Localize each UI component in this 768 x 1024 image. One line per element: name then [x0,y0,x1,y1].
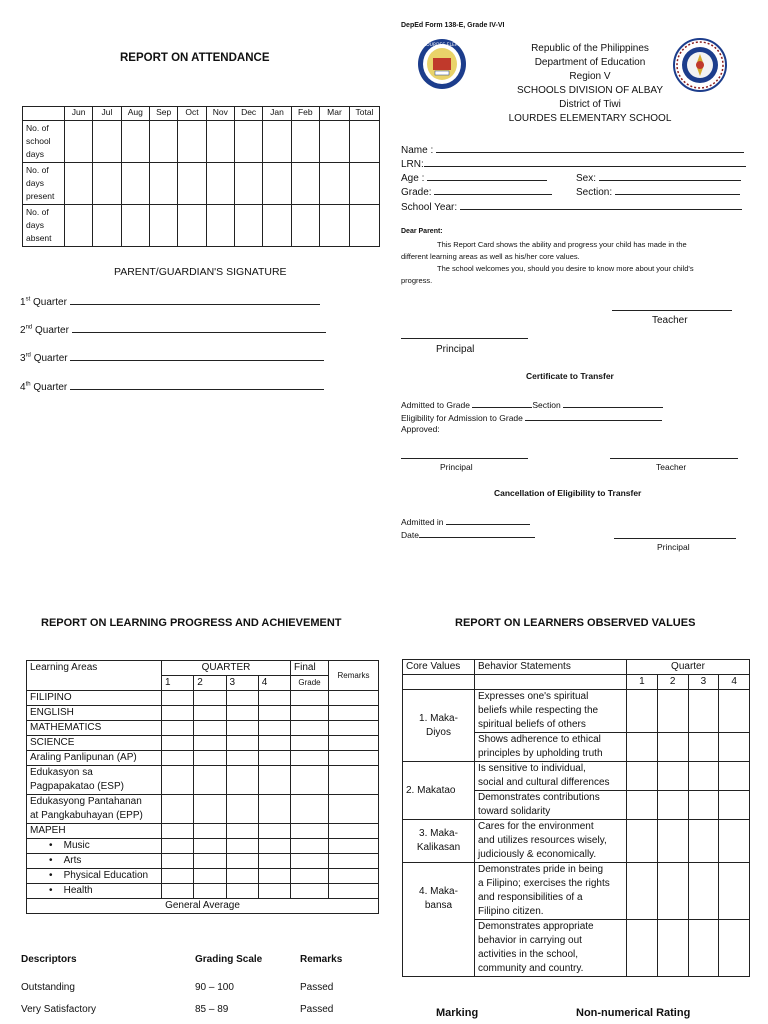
subject-label: FILIPINO [27,691,162,706]
subject-label: • Arts [27,854,162,869]
table-row [23,205,380,247]
teacher-label: Teacher [652,315,688,326]
attendance-table [22,106,380,247]
salutation: Dear Parent: [401,228,443,235]
principal-signature-line[interactable] [401,338,528,339]
signature-line-q3[interactable]: 3rd Quarter [20,351,324,364]
table-row [403,762,750,791]
core-value-label: 4. Maka- bansa [403,863,475,977]
attendance-title: REPORT ON ATTENDANCE [120,52,270,64]
table-row [27,795,379,824]
letter-body: This Report Card shows the ability and progress your child has made in the different learning areas as well as his/her core values. The school welcomes you, should you desire to know more about your child's progress. [401,240,694,285]
quarter-number: 2 [657,675,688,690]
subject-label: ENGLISH [27,706,162,721]
core-values-header: Core Values [403,660,475,675]
table-row [403,863,750,920]
signature-line-q4[interactable]: 4th Quarter [20,380,324,393]
learning-progress-title: REPORT ON LEARNING PROGRESS AND ACHIEVEMENT [41,617,342,629]
quarter-number: 3 [688,675,719,690]
cert-principal-label: Principal [440,462,473,472]
subject-label: • Music [27,839,162,854]
cancel-principal-line[interactable] [614,538,736,539]
quarter-number: 1 [162,676,194,691]
table-row [23,121,380,163]
subject-label: • Health [27,884,162,899]
school-header [470,42,710,126]
signature-line-q1[interactable]: 1st Quarter [20,295,320,308]
descriptor-row: Passed [300,1004,334,1015]
behavior-statement: Cares for the environment and utilizes resources wisely, judiciously & economically. [475,820,627,863]
row-label: No. of school days [23,121,65,163]
division-line: SCHOOLS DIVISION OF ALBAY [517,85,663,96]
grade-field[interactable]: Grade: [401,185,552,198]
behavior-statement: Demonstrates contributions toward solidarity [475,791,627,820]
behavior-statement: Is sensitive to individual, social and cultural differences [475,762,627,791]
total-header: Total [350,107,380,121]
behavior-statement: Expresses one's spiritual beliefs while respecting the spiritual beliefs of others [475,690,627,733]
seal-lettering: LOURDES ELEM. [423,43,461,48]
month-header: Sep [149,107,177,121]
values-quarter-header: Quarter [627,660,750,675]
month-header: Jun [65,107,93,121]
month-header: Nov [206,107,234,121]
behavior-statement: Shows adherence to ethical principles by upholding truth [475,733,627,762]
descriptor-row: Passed [300,982,334,993]
table-row [403,690,750,733]
table-row [27,884,379,899]
eligibility-field[interactable]: Eligibility for Admission to Grade [401,411,662,423]
cert-principal-line[interactable] [401,458,528,459]
row-label: No. of days present [23,163,65,205]
month-header: Mar [320,107,350,121]
district-line: District of Tiwi [559,99,621,110]
signature-title: PARENT/GUARDIAN'S SIGNATURE [114,266,287,278]
cert-teacher-label: Teacher [656,462,687,472]
quarter-number: 4 [258,676,290,691]
descriptor-row: Outstanding [21,982,75,993]
subject-label: Araling Panlipunan (AP) [27,751,162,766]
department-line: Department of Education [534,57,646,68]
date-field[interactable]: Date [401,528,535,540]
subject-label: • Physical Education [27,869,162,884]
school-line: LOURDES ELEMENTARY SCHOOL [508,113,672,124]
table-row [27,736,379,751]
core-value-label: 2. Makatao [403,762,475,820]
month-header: Dec [234,107,262,121]
grading-scale-header: Grading Scale [195,954,263,965]
admitted-grade-field[interactable]: Admitted to Grade Section [401,398,663,410]
attendance-corner-cell [23,107,65,121]
grade-header: Grade [291,676,329,691]
republic-line: Republic of the Philippines [531,43,649,54]
table-row [27,766,379,795]
month-header: Oct [178,107,206,121]
marking-header: Marking [436,1007,479,1019]
lrn-field[interactable]: LRN: [401,157,746,170]
signature-line-q2[interactable]: 2nd Quarter [20,323,326,336]
subject-label: Edukasyon sa Pagpapakatao (ESP) [27,766,162,795]
descriptor-row: Very Satisfactory [21,1004,97,1015]
remarks-header: Remarks [329,661,379,691]
month-header: Jul [93,107,121,121]
month-header: Jan [263,107,291,121]
core-value-label: 1. Maka- Diyos [403,690,475,762]
approved-label: Approved: [401,424,440,434]
non-numerical-rating-header: Non-numerical Rating [576,1007,691,1019]
subject-label: MATHEMATICS [27,721,162,736]
table-row [27,869,379,884]
month-header: Feb [291,107,319,121]
table-row [27,854,379,869]
admitted-in-field[interactable]: Admitted in [401,515,530,527]
certificate-title: Certificate to Transfer [526,371,614,381]
quarter-header: QUARTER [162,661,291,676]
descriptor-row: 85 – 89 [195,1004,229,1015]
behavior-header: Behavior Statements [475,660,627,675]
core-value-label: 3. Maka- Kalikasan [403,820,475,863]
month-header: Aug [121,107,149,121]
table-row [27,706,379,721]
table-row [23,163,380,205]
table-row [27,751,379,766]
form-code: DepEd Form 138-E, Grade IV-VI [401,22,505,29]
school-year-field[interactable]: School Year: [401,200,742,213]
sex-field[interactable]: Sex: [576,171,741,184]
table-row [27,721,379,736]
behavior-statement: Demonstrates pride in being a Filipino; exercises the rights and responsibilities of a Filipino citizen. [475,863,627,920]
age-field[interactable]: Age : [401,171,547,184]
table-row [27,824,379,839]
cancellation-title: Cancellation of Eligibility to Transfer [494,488,642,498]
values-title: REPORT ON LEARNERS OBSERVED VALUES [455,617,696,629]
school-seal-icon [417,38,467,90]
quarter-number: 1 [627,675,658,690]
quarter-number: 4 [719,675,750,690]
quarter-number: 3 [226,676,258,691]
cancel-principal-label: Principal [657,542,690,552]
region-line: Region V [569,71,611,82]
learning-progress-table [26,660,379,914]
cert-teacher-line[interactable] [610,458,738,459]
behavior-statement: Demonstrates appropriate behavior in carrying out activities in the school, community and country. [475,920,627,977]
descriptors-header: Descriptors [21,954,77,965]
subject-label: MAPEH [27,824,162,839]
descriptor-row: 90 – 100 [195,982,234,993]
subject-label: Edukasyong Pantahanan at Pangkabuhayan (EPP) [27,795,162,824]
general-average-label: General Average [27,899,379,914]
subject-label: SCIENCE [27,736,162,751]
quarter-number: 2 [194,676,226,691]
table-row [27,839,379,854]
table-row [27,691,379,706]
table-row [403,820,750,863]
section-field[interactable]: Section: [576,185,740,198]
final-header: Final [291,661,329,676]
name-field[interactable]: Name : [401,143,744,156]
table-row [27,899,379,914]
principal-label: Principal [436,344,475,355]
learning-areas-header: Learning Areas [27,661,162,691]
values-table [402,659,750,977]
remarks-column-header: Remarks [300,954,343,965]
teacher-signature-line[interactable] [612,310,732,311]
row-label: No. of days absent [23,205,65,247]
